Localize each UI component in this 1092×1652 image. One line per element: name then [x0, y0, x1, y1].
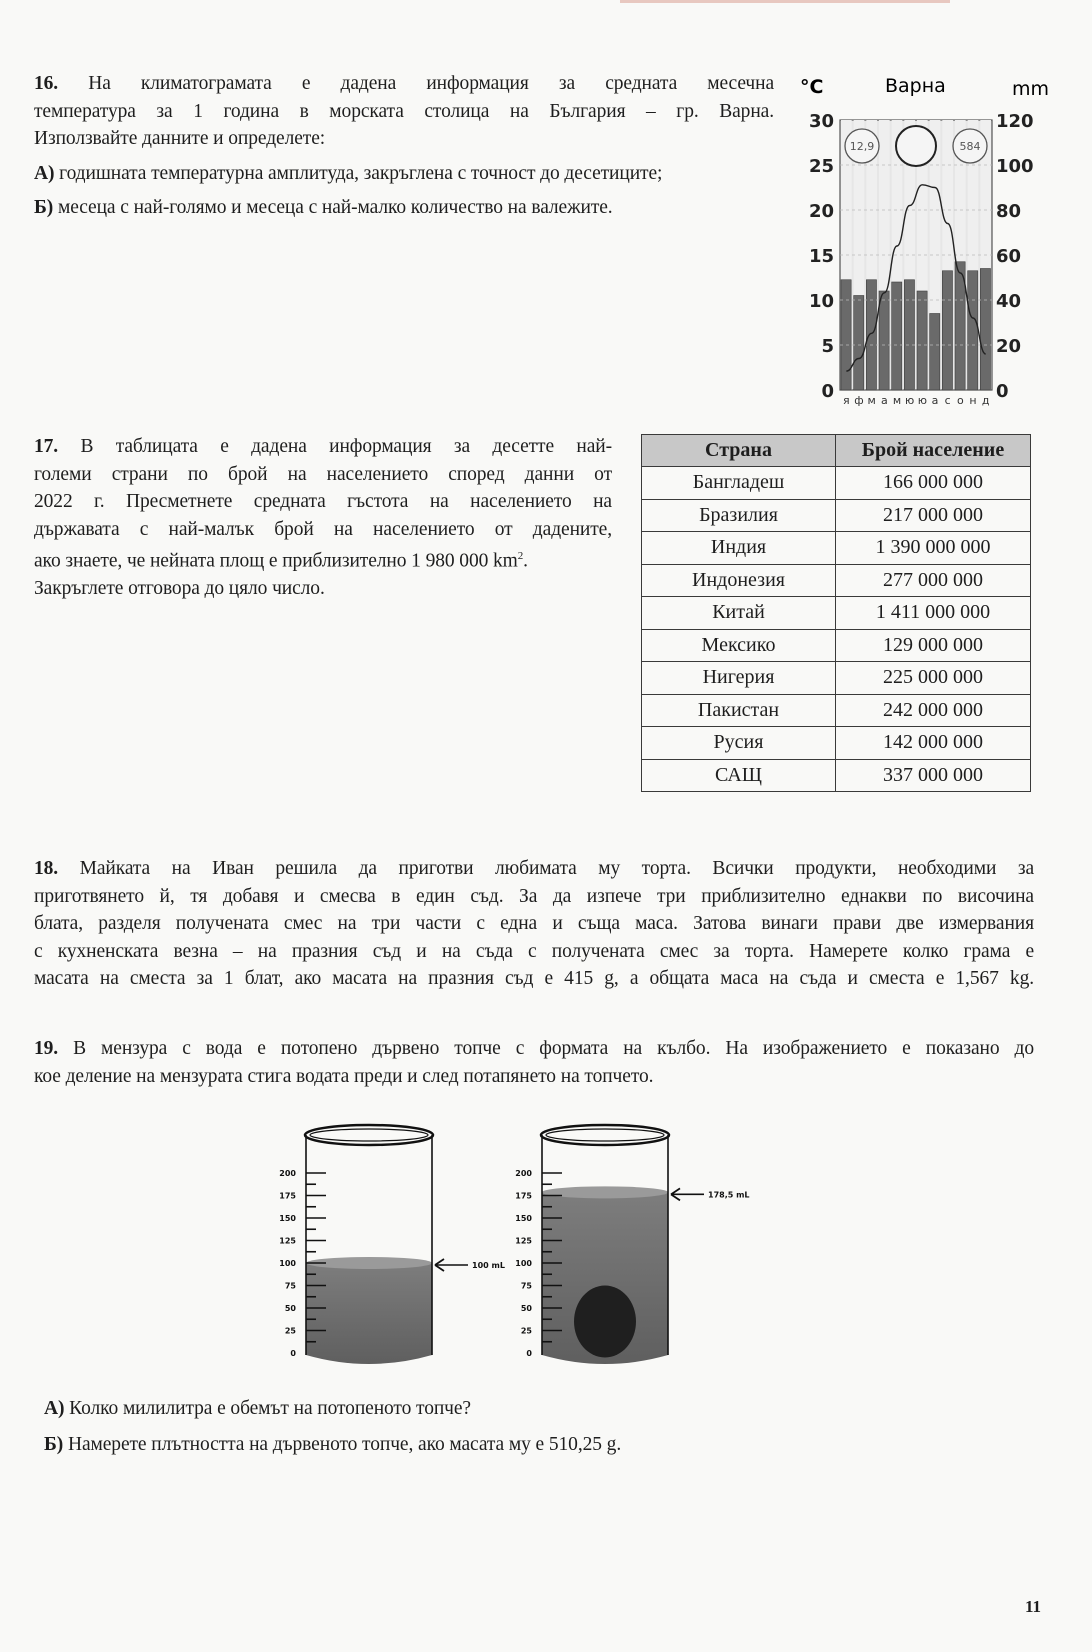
precip-bar	[854, 296, 864, 391]
problem-18	[34, 855, 1034, 993]
y-left-tick-label: 5	[821, 336, 834, 357]
y-left-tick-label: 20	[808, 201, 834, 222]
precip-bar	[917, 291, 927, 390]
y-right-label: mm	[1012, 78, 1050, 100]
table-row	[642, 727, 1031, 760]
table-row	[642, 467, 1031, 500]
month-label: ю	[905, 394, 915, 407]
population-cell: 142 000 000	[836, 727, 1031, 760]
chart-title: Варна	[885, 75, 946, 97]
problem-16-line-2: температура за 1 година в морската столица на България – гр. Варна.	[34, 100, 774, 122]
climate-chart	[790, 68, 1090, 418]
scale-label: 200	[279, 1169, 296, 1178]
population-cell: 129 000 000	[836, 629, 1031, 662]
y-right-tick-label: 0	[996, 381, 1009, 402]
scale-label: 125	[279, 1236, 296, 1246]
month-label: м	[892, 394, 902, 407]
problem-number: 16.	[34, 73, 59, 94]
table-row	[642, 499, 1031, 532]
measuring-cylinders-figure	[270, 1110, 830, 1385]
scale-label: 25	[284, 1326, 296, 1336]
table-header-row	[642, 435, 1031, 467]
month-label: ю	[917, 394, 927, 407]
precip-bar	[841, 280, 851, 390]
month-label: а	[931, 394, 939, 407]
problem-17-line-2: големи страни по брой на населението според данни от	[34, 463, 612, 485]
cylinders-svg	[270, 1110, 830, 1385]
scale-label: 75	[520, 1281, 532, 1291]
country-cell: Китай	[642, 597, 836, 630]
precip-bar	[904, 280, 914, 390]
scale-label: 175	[279, 1191, 296, 1201]
scale-label: 75	[284, 1281, 296, 1291]
wooden-ball	[574, 1286, 636, 1358]
scan-edge-mark	[620, 0, 950, 3]
problem-18-line-3: блата, разделя получената смес на три части с една и съща маса. Затова винаги прави две измервания	[34, 913, 1034, 934]
month-label: а	[880, 394, 888, 407]
problem-18-line-1: 18. Майката на Иван решила да приготви любимата му торта. Всички продукти, необходими за	[34, 858, 1034, 879]
country-cell: Нигерия	[642, 662, 836, 695]
cylinder-rim-inner	[310, 1129, 428, 1141]
population-cell: 242 000 000	[836, 694, 1031, 727]
y-right-tick-label: 80	[996, 201, 1022, 222]
scale-label: 150	[279, 1214, 296, 1223]
month-label: о	[956, 394, 964, 407]
y-right-tick-label: 40	[996, 291, 1022, 312]
country-cell: Мексико	[642, 629, 836, 662]
y-right-tick-label: 20	[996, 336, 1022, 357]
y-left-label: °C	[800, 76, 824, 98]
month-label: д	[981, 394, 990, 407]
problem-17-line-1: 17. В таблицата е дадена информация за десетте най-	[34, 436, 613, 457]
precip-bar	[879, 291, 889, 390]
table-row	[642, 662, 1031, 695]
scale-label: 0	[290, 1349, 296, 1358]
population-cell: 1 411 000 000	[836, 597, 1031, 630]
month-label: н	[969, 394, 977, 407]
table-row	[642, 759, 1031, 792]
scale-label: 50	[284, 1304, 296, 1313]
precip-bar	[968, 271, 978, 390]
table-row	[642, 532, 1031, 565]
y-right-tick-label: 60	[996, 246, 1022, 267]
population-cell: 166 000 000	[836, 467, 1031, 500]
scale-label: 150	[515, 1214, 532, 1223]
problem-16	[34, 70, 774, 222]
precip-bar	[930, 314, 940, 391]
y-left-tick-label: 10	[808, 291, 834, 312]
table-row	[642, 564, 1031, 597]
problem-16-question-b: Б) месеца с най-голямо и месеца с най-малко количество на валежите.	[34, 197, 613, 218]
header-population: Брой население	[836, 435, 1031, 467]
table-row	[642, 597, 1031, 630]
problem-17-line-4: държавата с най-малък брой на населението от дадените,	[34, 518, 612, 540]
annotation-avg_temp: 12,9	[849, 140, 875, 153]
problem-16-line-3: Използвайте данните и определете:	[34, 128, 326, 149]
population-cell: 217 000 000	[836, 499, 1031, 532]
problem-19-line-1: 19. В мензура с вода е потопено дървено топче с формата на кълбо. На изображението е показано до	[34, 1038, 1034, 1059]
annotation-annual_precip: 584	[959, 140, 981, 153]
month-label: с	[944, 394, 951, 407]
country-cell: САЩ	[642, 759, 836, 792]
problem-18-line-5: масата на сместа за 1 блат, ако масата на празния съд е 415 g, а общата маса на съда и сместа е 1,567 kg.	[34, 968, 1034, 989]
population-table	[641, 434, 1031, 792]
month-label: м	[867, 394, 876, 407]
table-row	[642, 629, 1031, 662]
cylinder-rim	[541, 1125, 669, 1145]
scale-label: 100	[515, 1259, 532, 1268]
annotation-circle-amplitude	[896, 126, 936, 166]
problem-19-question-b: Б) Намерете плътността на дървеното топче, ако масата му е 510,25 g.	[44, 1433, 622, 1455]
cylinder-before	[279, 1125, 505, 1364]
scale-label: 125	[515, 1236, 532, 1246]
country-cell: Бангладеш	[642, 467, 836, 500]
problem-16-line-1: 16. На климатограмата е дадена информация за средната месечна	[34, 73, 775, 94]
y-left-tick-label: 30	[808, 111, 834, 132]
water-surface	[542, 1186, 668, 1198]
y-left-tick-label: 25	[808, 156, 834, 177]
month-label: я	[843, 394, 850, 407]
problem-17	[34, 433, 612, 603]
country-cell: Пакистан	[642, 694, 836, 727]
y-right-tick-label: 120	[996, 111, 1034, 132]
problem-17-line-3: 2022 г. Пресметнете средната гъстота на населението на	[34, 491, 612, 512]
country-cell: Индия	[642, 532, 836, 565]
country-cell: Русия	[642, 727, 836, 760]
scale-label: 25	[520, 1326, 532, 1336]
precip-bar	[980, 269, 990, 391]
scale-label: 0	[526, 1349, 532, 1358]
precip-bar	[866, 280, 876, 390]
cylinder-rim	[305, 1125, 433, 1145]
problem-18-line-2: приготвянето й, тя добавя и смесва в един съд. За да изпече три приблизително еднакви по височина	[34, 885, 1034, 907]
cylinder-after	[515, 1125, 749, 1364]
cylinder-rim-inner	[546, 1129, 664, 1141]
level-label: 100 mL	[472, 1261, 505, 1270]
problem-19-question-a: А) Колко милилитра е обемът на потопеното топче?	[44, 1398, 471, 1419]
month-label: ф	[854, 394, 864, 407]
header-country: Страна	[642, 435, 836, 467]
population-cell: 337 000 000	[836, 759, 1031, 792]
problem-18-line-4: с кухненската везна – на празния съд и на съда с получената смес за торта. Намерете колко грама е	[34, 940, 1034, 962]
problem-19-line-2: кое деление на мензурата стига водата преди и след потапянето на топчето.	[34, 1065, 654, 1087]
problem-17-line-6: Закръглете отговора до цяло число.	[34, 578, 325, 599]
page-number: 11	[1025, 1597, 1042, 1616]
climate-chart-svg	[790, 68, 1090, 418]
country-cell: Индонезия	[642, 564, 836, 597]
scale-label: 200	[515, 1169, 532, 1178]
scale-label: 100	[279, 1259, 296, 1268]
y-left-tick-label: 15	[808, 246, 834, 267]
precip-bar	[942, 271, 952, 390]
table-row	[642, 694, 1031, 727]
y-left-tick-label: 0	[821, 381, 834, 402]
precip-bar	[892, 282, 902, 390]
population-cell: 225 000 000	[836, 662, 1031, 695]
water	[306, 1263, 432, 1364]
problem-19-questions	[44, 1395, 944, 1466]
level-label: 178,5 mL	[708, 1190, 750, 1200]
scale-label: 50	[520, 1304, 532, 1313]
problem-19	[34, 1035, 1034, 1090]
population-cell: 1 390 000 000	[836, 532, 1031, 565]
scale-label: 175	[515, 1191, 532, 1201]
problem-16-question-a: А) годишната температурна амплитуда, закръглена с точност до десетиците;	[34, 162, 663, 184]
problem-17-line-5: ако знаете, че нейната площ е приблизително 1 980 000 $km^2$.	[34, 550, 528, 572]
country-cell: Бразилия	[642, 499, 836, 532]
y-right-tick-label: 100	[996, 156, 1034, 177]
population-cell: 277 000 000	[836, 564, 1031, 597]
